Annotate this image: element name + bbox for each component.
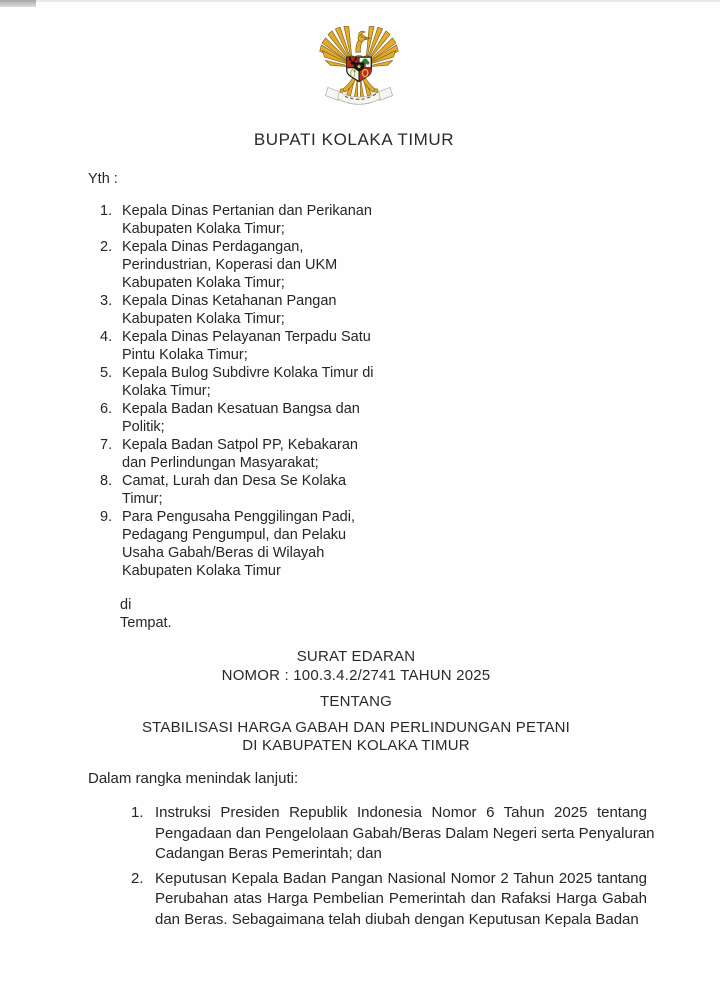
reference-line: Pengadaan dan Pengelolaan Gabah/Beras Dalam Negeri serta Penyaluran bbox=[155, 824, 655, 842]
reference-number: 2. bbox=[131, 869, 144, 887]
recipient-item bbox=[100, 508, 460, 580]
reference-item bbox=[131, 803, 655, 865]
reference-text bbox=[155, 869, 647, 931]
about-line: DI KABUPATEN KOLAKA TIMUR bbox=[242, 737, 470, 754]
reference-item bbox=[131, 869, 651, 931]
recipient-line: Kabupaten Kolaka Timur; bbox=[122, 221, 285, 237]
place-line: di bbox=[120, 597, 132, 613]
scan-edge bbox=[0, 0, 720, 2]
place-block bbox=[120, 596, 172, 632]
recipient-item bbox=[100, 292, 460, 328]
recipient-line: Kabupaten Kolaka Timur bbox=[122, 563, 281, 579]
pancasila-shield bbox=[347, 56, 372, 82]
recipient-number: 9. bbox=[100, 509, 113, 525]
recipient-text bbox=[122, 292, 452, 328]
about-label: TENTANG bbox=[320, 693, 392, 710]
recipient-text bbox=[122, 364, 452, 400]
recipient-line: Kabupaten Kolaka Timur; bbox=[122, 311, 285, 327]
reference-line: Keputusan Kepala Badan Pangan Nasional Nomor 2 Tahun 2025 tantang bbox=[155, 869, 647, 887]
motto-ribbon bbox=[325, 87, 392, 104]
recipient-list bbox=[100, 202, 460, 580]
recipient-item bbox=[100, 400, 460, 436]
reference-line: Cadangan Beras Pemerintah; dan bbox=[155, 845, 382, 862]
addressee-label: Yth : bbox=[88, 171, 118, 187]
doc-type: SURAT EDARAN bbox=[296, 648, 416, 665]
recipient-number: 5. bbox=[100, 365, 113, 381]
reference-number: 1. bbox=[131, 804, 144, 821]
body-intro: Dalam rangka menindak lanjuti: bbox=[88, 770, 299, 787]
about-line: STABILISASI HARGA GABAH DAN PERLINDUNGAN PETANI bbox=[141, 719, 571, 736]
recipient-item bbox=[100, 202, 460, 238]
recipient-item bbox=[100, 364, 460, 400]
recipient-item bbox=[100, 436, 460, 472]
recipient-number: 2. bbox=[100, 239, 113, 255]
recipient-line: Kepala Bulog Subdivre Kolaka Timur di bbox=[122, 365, 374, 381]
reference-list bbox=[131, 803, 655, 934]
document-heading bbox=[0, 647, 712, 755]
recipient-line: Kepala Dinas Perdagangan, bbox=[122, 239, 304, 255]
recipient-text bbox=[122, 202, 452, 238]
recipient-line: Perindustrian, Koperasi dan UKM bbox=[122, 257, 338, 273]
recipient-number: 6. bbox=[100, 401, 113, 417]
reference-text bbox=[155, 803, 655, 865]
recipient-line: Pedagang Pengumpul, dan Pelaku bbox=[122, 527, 347, 543]
recipient-text bbox=[122, 400, 452, 436]
recipient-number: 3. bbox=[100, 293, 113, 309]
reference-line: Perubahan atas Harga Pembelian Pemerintah dan Rafaksi Harga Gabah bbox=[155, 890, 647, 907]
recipient-text bbox=[122, 238, 452, 292]
garuda-pancasila-emblem-icon bbox=[318, 26, 400, 116]
recipient-text bbox=[122, 508, 452, 580]
recipient-line: Usaha Gabah/Beras di Wilayah bbox=[122, 545, 325, 561]
recipient-line: Pintu Kolaka Timur; bbox=[122, 347, 248, 363]
recipient-number: 1. bbox=[100, 203, 113, 219]
recipient-line: Politik; bbox=[122, 419, 165, 435]
reference-line: Instruksi Presiden Republik Indonesia Nomor 6 Tahun 2025 tentang bbox=[155, 804, 647, 821]
recipient-line: Kolaka Timur; bbox=[122, 383, 211, 399]
place-line: Tempat. bbox=[120, 615, 172, 631]
issuing-office-title: BUPATI KOLAKA TIMUR bbox=[253, 130, 455, 149]
recipient-line: Kepala Dinas Ketahanan Pangan bbox=[122, 293, 337, 309]
recipient-line: Timur; bbox=[122, 491, 163, 507]
recipient-line: Kepala Dinas Pelayanan Terpadu Satu bbox=[122, 329, 371, 345]
recipient-item bbox=[100, 328, 460, 364]
recipient-number: 8. bbox=[100, 473, 113, 489]
recipient-number: 7. bbox=[100, 437, 113, 453]
recipient-line: Para Pengusaha Penggilingan Padi, bbox=[122, 509, 355, 525]
recipient-line: Kabupaten Kolaka Timur; bbox=[122, 275, 285, 291]
recipient-item bbox=[100, 472, 460, 508]
recipient-line: Kepala Dinas Pertanian dan Perikanan bbox=[122, 203, 372, 219]
recipient-line: dan Perlindungan Masyarakat; bbox=[122, 455, 319, 471]
scan-artifact bbox=[0, 0, 36, 7]
reference-line: dan Beras. Sebagaimana telah diubah dengan Keputusan Kepala Badan bbox=[155, 910, 639, 928]
recipient-text bbox=[122, 472, 452, 508]
recipient-line: Kepala Badan Kesatuan Bangsa dan bbox=[122, 401, 360, 417]
recipient-line: Kepala Badan Satpol PP, Kebakaran bbox=[122, 437, 358, 453]
recipient-line: Camat, Lurah dan Desa Se Kolaka bbox=[122, 473, 347, 489]
recipient-text bbox=[122, 328, 452, 364]
recipient-text bbox=[122, 436, 452, 472]
recipient-item bbox=[100, 238, 460, 292]
recipient-number: 4. bbox=[100, 329, 113, 345]
doc-number: NOMOR : 100.3.4.2/2741 TAHUN 2025 bbox=[221, 667, 491, 684]
eye bbox=[361, 36, 362, 37]
